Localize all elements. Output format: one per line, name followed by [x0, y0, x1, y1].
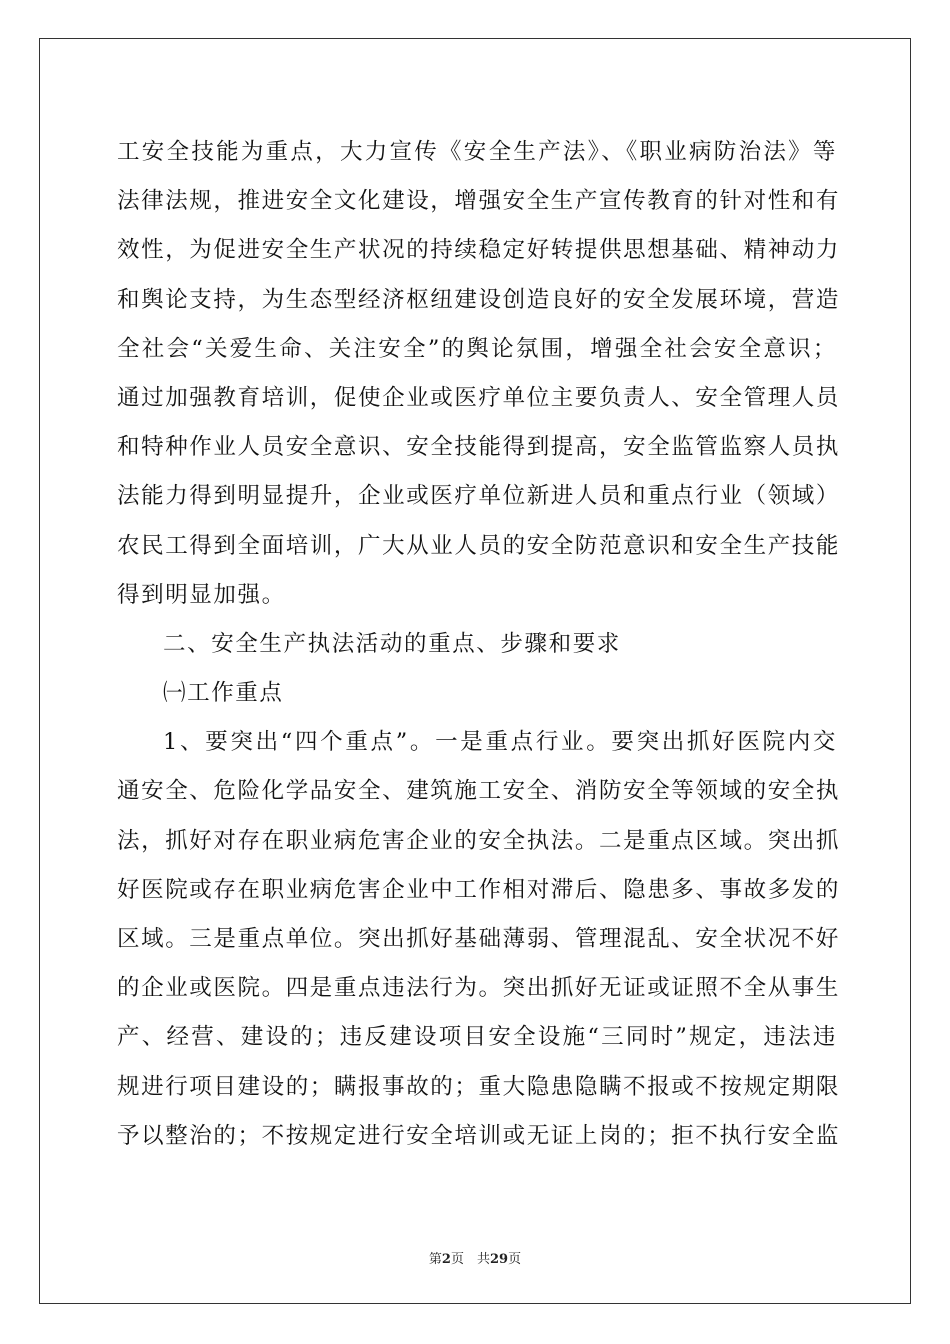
line-text: 通安全、危险化学品安全、建筑施工安全、消防安全等领域的安全执: [117, 778, 841, 805]
text-line: [117, 276, 841, 325]
text-line: [117, 1063, 841, 1112]
line-text: 全社会“关爱生命、关注安全”的舆论氛围，增强全社会安全意识；: [117, 335, 837, 362]
line-text: 区域。三是重点单位。突出抓好基础薄弱、管理混乱、安全状况不好: [117, 926, 841, 952]
document-body: [117, 128, 841, 1161]
footer-prefix: 第: [428, 1252, 442, 1267]
footer-suffix: 页: [508, 1252, 522, 1267]
text-line: [117, 915, 841, 964]
line-text: 予以整治的；不按规定进行安全培训或无证上岗的；拒不执行安全监: [117, 1122, 841, 1149]
section-heading: [117, 620, 837, 669]
text-line: [117, 817, 841, 866]
text-line: [117, 866, 841, 915]
heading-text: ㈠工作重点: [163, 680, 284, 707]
line-text: 和舆论支持，为生态型经济枢纽建设创造良好的安全发展环境，营造: [117, 286, 841, 313]
current-page-number: 2: [441, 1252, 451, 1267]
line-text: 效性，为促进安全生产状况的持续稳定好转提供思想基础、精神动力: [117, 237, 841, 264]
text-line: [117, 472, 841, 521]
line-text: 1、要突出“四个重点”。一是重点行业。要突出抓好医院内交: [163, 729, 837, 756]
line-text: 法，抓好对存在职业病危害企业的安全执法。二是重点区域。突出抓: [117, 827, 841, 854]
heading-text: 二、安全生产执法活动的重点、步骤和要求: [163, 630, 621, 657]
line-text: 和特种作业人员安全意识、安全技能得到提高，安全监管监察人员执: [117, 434, 841, 461]
line-text: 通过加强教育培训，促使企业或医疗单位主要负责人、安全管理人员: [117, 384, 841, 411]
line-text: 法能力得到明显提升，企业或医疗单位新进人员和重点行业（领域）: [117, 483, 841, 510]
line-text: 好医院或存在职业病危害企业中工作相对滞后、隐患多、事故多发的: [117, 876, 841, 903]
line-text: 工安全技能为重点，大力宣传《安全生产法》、《职业病防治法》等: [117, 139, 837, 165]
line-text: 的企业或医院。四是重点违法行为。突出抓好无证或证照不全从事生: [117, 975, 841, 1002]
line-text: 农民工得到全面培训，广大从业人员的安全防范意识和安全生产技能: [117, 532, 841, 559]
footer-mid: 页 共: [450, 1252, 490, 1267]
subsection-heading: [117, 669, 837, 718]
text-line: [117, 767, 841, 816]
text-line: [117, 718, 837, 767]
total-pages-number: 29: [489, 1252, 509, 1267]
page-footer: [0, 1248, 950, 1267]
text-line: [117, 571, 837, 620]
text-line: [117, 325, 837, 374]
text-line: [117, 177, 841, 226]
text-line: [117, 522, 841, 571]
line-text: 法律法规，推进安全文化建设，增强安全生产宣传教育的针对性和有: [117, 188, 841, 215]
text-line: [117, 964, 841, 1013]
line-text: 得到明显加强。: [117, 581, 286, 608]
text-line: [117, 226, 841, 275]
text-line: [117, 1013, 837, 1062]
text-line: [117, 423, 841, 472]
text-line: [117, 128, 837, 177]
line-text: 产、经营、建设的；违反建设项目安全设施“三同时”规定，违法违: [117, 1024, 837, 1051]
text-line: [117, 374, 841, 423]
line-text: 规进行项目建设的；瞒报事故的；重大隐患隐瞒不报或不按规定期限: [117, 1073, 841, 1100]
text-line: [117, 1112, 841, 1161]
